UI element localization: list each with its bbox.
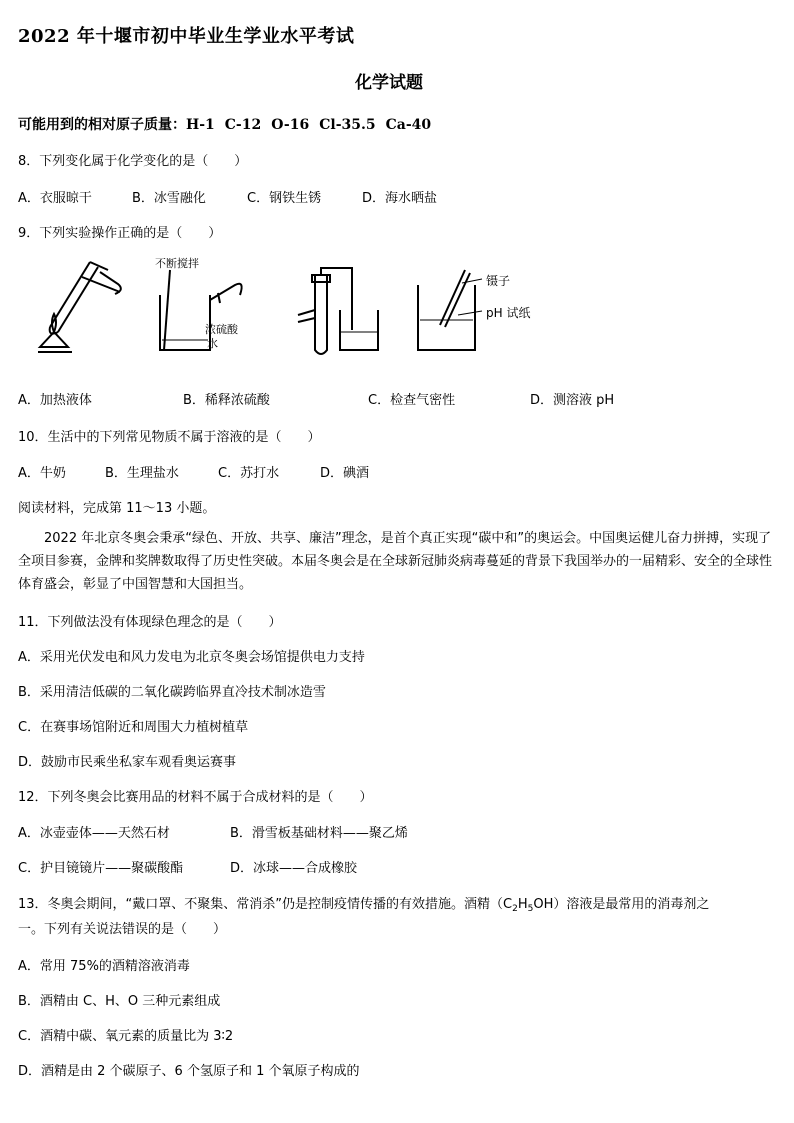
label-ph-paper: pH 试纸	[486, 306, 531, 320]
q11-stem: 11．下列做法没有体现绿色理念的是（ ）	[18, 615, 282, 630]
q8-option-a: A．衣服晾干	[18, 191, 92, 206]
q10-option-b: B．生理盐水	[105, 466, 179, 481]
q8-option-c: C．钢铁生锈	[247, 191, 322, 206]
atomic-masses	[18, 114, 431, 134]
q13-stem-line2: 一。下列有关说法错误的是（ ）	[18, 922, 227, 937]
figure-airtightness	[290, 260, 390, 360]
formula-h: H	[517, 897, 528, 912]
label-acid: 浓硫酸	[205, 323, 238, 336]
q13-stem	[18, 893, 709, 912]
q12-option-a: A．冰壶壶体——天然石材	[18, 826, 170, 841]
q11-option-b: B．采用清洁低碳的二氧化碳跨临界直冷技术制冰造雪	[18, 685, 326, 700]
reading-intro: 阅读材料，完成第 11～13 小题。	[18, 501, 216, 516]
q13-option-c: C．酒精中碳、氧元素的质量比为 3∶2	[18, 1029, 234, 1044]
q13-option-d: D．酒精是由 2 个碳原子、6 个氢原子和 1 个氧原子构成的	[18, 1064, 360, 1079]
q10-option-a: A．牛奶	[18, 466, 66, 481]
atomic-masses-label: 可能用到的相对原子质量：	[18, 117, 186, 133]
q11-option-c: C．在赛事场馆附近和周围大力植树植草	[18, 720, 249, 735]
q11-option-d: D．鼓励市民乘坐私家车观看奥运赛事	[18, 755, 237, 770]
atomic-mass-h: H-1	[186, 117, 215, 133]
ethanol-formula	[503, 897, 553, 912]
figure-measuring-ph	[410, 265, 550, 360]
reading-paragraph: 2022 年北京冬奥会秉承“绿色、开放、共享、廉洁”理念，是首个真正实现“碳中和”的奥运会。中国奥运健儿奋力拼搏，实现了全项目参赛，金牌和奖牌数取得了历史性突破。本届冬奥会是在全球新冠肺炎病毒蔓延的背景下我国举办的一届精彩、安全的全球性体育盛会，彰显了中国智慧和大国担当。	[18, 531, 773, 592]
q12-option-b: B．滑雪板基础材料——聚乙烯	[230, 826, 408, 841]
figure-diluting-acid	[150, 255, 255, 360]
atomic-mass-cl: Cl-35.5	[319, 117, 376, 133]
formula-h-sub: 5	[527, 904, 534, 914]
q8-option-d: D．海水晒盐	[362, 191, 438, 206]
atomic-mass-c: C-12	[224, 117, 262, 133]
q13-stem-part1: 13．冬奥会期间，“戴口罩、不聚集、常消杀”仍是控制疫情传播的有效措施。酒精（	[18, 897, 504, 912]
q9-option-c: C．检查气密性	[368, 393, 456, 408]
atomic-mass-o: O-16	[271, 117, 310, 133]
q12-option-c: C．护目镜镜片——聚碳酸酯	[18, 861, 184, 876]
q11-option-a: A．采用光伏发电和风力发电为北京冬奥会场馆提供电力支持	[18, 650, 365, 665]
q13-option-a: A．常用 75%的酒精溶液消毒	[18, 959, 190, 974]
q9-option-d: D．测溶液 pH	[530, 393, 615, 408]
label-tweezers: 镊子	[486, 274, 511, 288]
q10-stem: 10．生活中的下列常见物质不属于溶液的是（ ）	[18, 430, 321, 445]
q13-stem-part2: ）溶液是最常用的消毒剂之	[553, 897, 710, 912]
q8-option-b: B．冰雪融化	[132, 191, 206, 206]
q10-option-d: D．碘酒	[320, 466, 370, 481]
label-stirring: 不断搅拌	[155, 257, 199, 270]
q8-stem: 8．下列变化属于化学变化的是（ ）	[18, 154, 248, 169]
q12-option-d: D．冰球——合成橡胶	[230, 861, 358, 876]
atomic-mass-ca: Ca-40	[385, 117, 432, 133]
formula-oh: OH	[533, 897, 554, 912]
formula-c-sub: 2	[512, 904, 518, 914]
q9-option-b: B．稀释浓硫酸	[183, 393, 270, 408]
label-water: 水	[207, 337, 218, 350]
q10-option-c: C．苏打水	[218, 466, 280, 481]
exam-subtitle: 化学试题	[355, 73, 423, 93]
q13-option-b: B．酒精由 C、H、O 三种元素组成	[18, 994, 221, 1009]
q9-stem: 9．下列实验操作正确的是（ ）	[18, 226, 222, 241]
q9-option-a: A．加热液体	[18, 393, 92, 408]
figure-heating-liquid	[30, 252, 125, 362]
q12-stem: 12．下列冬奥会比赛用品的材料不属于合成材料的是（ ）	[18, 790, 373, 805]
formula-c: C	[503, 897, 513, 912]
exam-title: 2022 年十堰市初中毕业生学业水平考试	[18, 26, 355, 47]
